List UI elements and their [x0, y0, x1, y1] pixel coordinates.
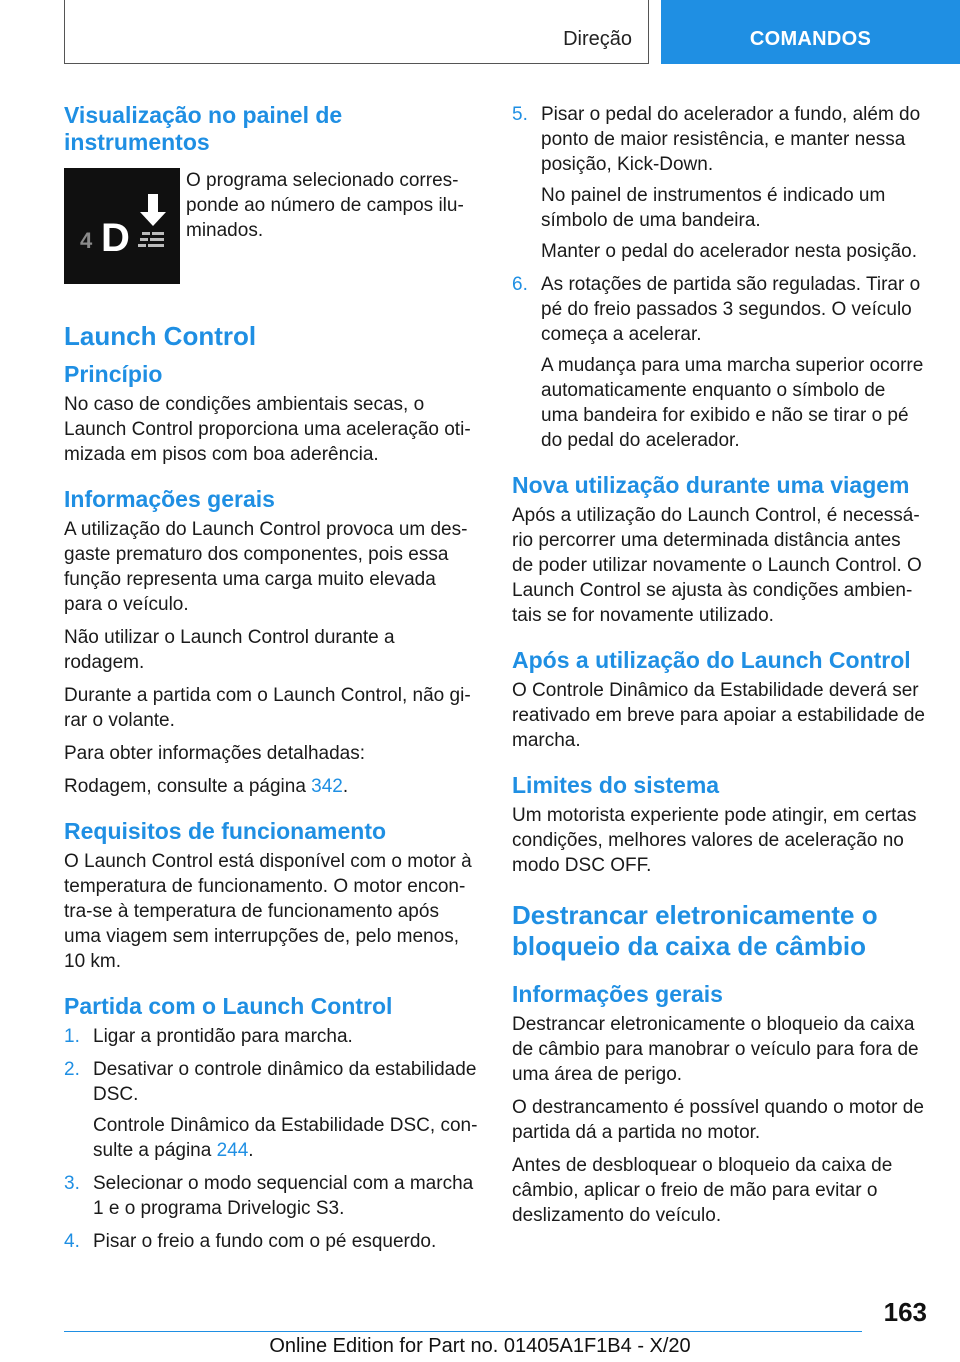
page-number: 163: [883, 1297, 927, 1327]
field-bar-1: [142, 232, 150, 235]
footer-divider: [64, 1331, 862, 1332]
step-number: 4.: [64, 1231, 80, 1252]
step-subtext: A mudança para uma marcha superior ocorre automaticamente enquanto o símbolo de uma bandeira for exibido e não se tirar o pé do pedal do acelerador.: [541, 355, 924, 451]
section-label: Direção: [563, 28, 632, 50]
list-item: [64, 1229, 478, 1254]
step-number: 6.: [512, 274, 528, 295]
heading-visualizacao: Visualização no painel de instrumentos: [64, 102, 343, 155]
field-bar-4: [150, 238, 164, 241]
steps-list-left: [64, 1024, 478, 1254]
paragraph-info2-2: O destrancamento é possível quando o motor de partida dá a partida no motor.: [512, 1097, 924, 1143]
list-item: [512, 102, 926, 264]
step-subtext: No painel de instrumentos é indicado um símbolo de uma bandeira.: [541, 185, 886, 231]
gear-letter: D: [101, 216, 130, 260]
gear-display-svg: [64, 168, 180, 284]
step-text: Pisar o pedal do acelerador a fundo, além do ponto de maior resistência, e manter nessa posição, Kick-Down.: [541, 104, 921, 175]
heading-info-gerais-2: Informações gerais: [512, 981, 723, 1007]
step-text: As rotações de partida são reguladas. Tirar o pé do freio passados 3 segundos. O veículo começa a acelerar.: [541, 274, 921, 345]
step-text: Pisar o freio a fundo com o pé esquerdo.: [93, 1231, 437, 1252]
paragraph-principio: No caso de condições ambientais secas, o Launch Control proporciona uma aceleração otimizada em pisos com boa aderência.: [64, 394, 471, 465]
paragraph-apos: O Controle Dinâmico da Estabilidade deverá ser reativado em breve para apoiar a estabilidade de marcha.: [512, 680, 925, 751]
ref-period: .: [248, 1140, 254, 1161]
paragraph-info-2: Não utilizar o Launch Control durante a rodagem.: [64, 627, 395, 673]
step-text: Desativar o controle dinâmico da estabilidade DSC.: [93, 1059, 477, 1105]
step-number: 3.: [64, 1173, 80, 1194]
figure-caption: O programa selecionado corresponde ao número de campos iluminados.: [186, 170, 464, 241]
paragraph-info-3: Durante a partida com o Launch Control, não girar o volante.: [64, 685, 471, 731]
step-text: Ligar a prontidão para marcha.: [93, 1026, 353, 1047]
paragraph-info-5: [64, 774, 478, 799]
step-subtext: [93, 1113, 478, 1163]
step-text: Selecionar o modo sequencial com a marcha 1 e o programa Drivelogic S3.: [93, 1173, 474, 1219]
footer-edition: Online Edition for Part no. 01405A1F1B4 - X/20: [269, 1335, 691, 1357]
step-number: 2.: [64, 1059, 80, 1080]
arrow-head: [140, 212, 166, 226]
list-item: [64, 1057, 478, 1163]
heading-info-gerais: Informações gerais: [64, 486, 275, 512]
heading-limites: Limites do sistema: [512, 772, 720, 798]
step-number: 5.: [512, 104, 528, 125]
heading-destrancar: Destrancar eletronicamente o bloqueio da caixa de câmbio: [512, 900, 878, 961]
gear-display-icon: [64, 168, 180, 284]
arrow-stem: [148, 194, 158, 214]
field-bar-5: [138, 244, 146, 247]
gear-digit: 4: [80, 228, 93, 253]
header-tab[interactable]: [661, 0, 960, 64]
page-link-244[interactable]: 244: [216, 1140, 249, 1161]
step-subtext: Manter o pedal do acelerador nesta posição.: [541, 241, 918, 262]
list-item: [64, 1024, 478, 1049]
list-item: [64, 1171, 478, 1221]
ref-period: .: [342, 776, 349, 797]
heading-partida: Partida com o Launch Control: [64, 993, 393, 1019]
ref-text: Rodagem, consulte a página: [64, 776, 312, 797]
tab-label: COMANDOS: [749, 28, 872, 50]
heading-principio: Princípio: [64, 361, 163, 387]
field-bar-2: [152, 232, 164, 235]
steps-list-right: [512, 102, 926, 453]
paragraph-info2-1: Destrancar eletronicamente o bloqueio da caixa de câmbio para manobrar o veículo para fora de uma área de perigo.: [512, 1014, 919, 1085]
paragraph-info-4: Para obter informações detalhadas:: [64, 743, 366, 764]
paragraph-nova: Após a utilização do Launch Control, é necessário percorrer uma determinada distância antes de poder utilizar novamente o Launch Control. O Launch Control se ajusta às condições ambientais se for novamente utilizado.: [512, 505, 922, 626]
paragraph-info2-3: Antes de desbloquear o bloqueio da caixa de câmbio, aplicar o freio de mão para evitar o deslizamento do veículo.: [512, 1155, 893, 1226]
left-column: [64, 102, 478, 1262]
heading-launch-control: Launch Control: [64, 321, 257, 351]
field-bar-6: [148, 244, 164, 247]
heading-nova-utilizacao: Nova utilização durante uma viagem: [512, 472, 910, 498]
right-column: [512, 102, 926, 1236]
paragraph-info-1: A utilização do Launch Control provoca um desgaste prematuro dos componentes, pois essa função representa uma carga muito elevada para o veículo.: [64, 519, 468, 615]
step-number: 1.: [64, 1026, 80, 1047]
list-item: [512, 272, 926, 453]
ref-text: Controle Dinâmico da Estabilidade DSC, consulte a página: [93, 1115, 478, 1161]
heading-requisitos: Requisitos de funcionamento: [64, 818, 387, 844]
header-section-box: [64, 0, 649, 64]
figure-row: [64, 168, 478, 286]
field-bar-3: [140, 238, 148, 241]
paragraph-limites: Um motorista experiente pode atingir, em certas condições, melhores valores de aceleração no modo DSC OFF.: [512, 805, 917, 876]
heading-apos-utilizacao: Após a utilização do Launch Control: [512, 647, 911, 673]
page-link-342[interactable]: 342: [311, 776, 343, 797]
paragraph-requisitos: O Launch Control está disponível com o motor à temperatura de funcionamento. O motor encontra-se à temperatura de funcionamento após uma viagem sem interrupções de, pelo menos, 10 km.: [64, 851, 472, 972]
